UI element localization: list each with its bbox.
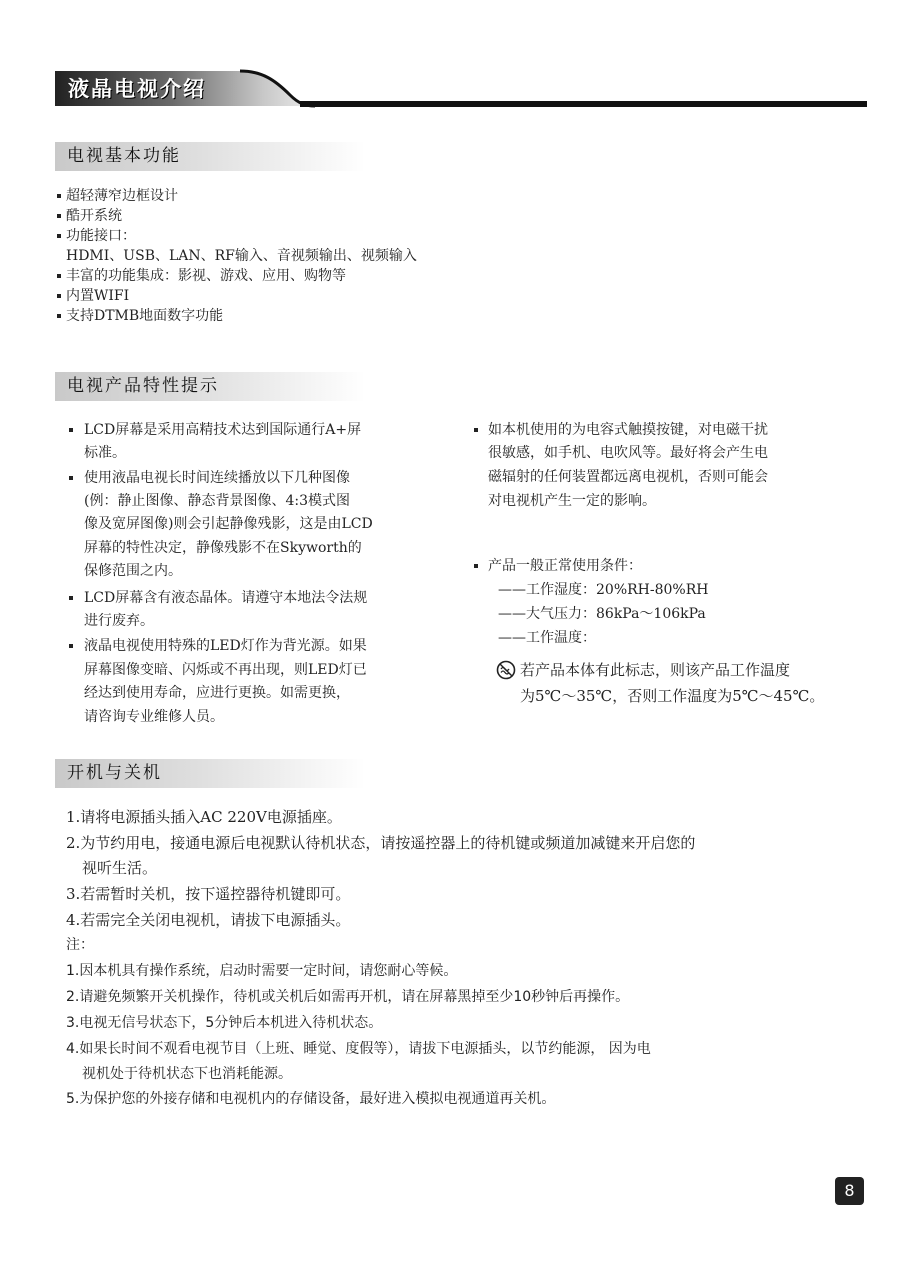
feature-line: 屏幕的特性决定，静像残影不在Skyworth的 bbox=[84, 540, 362, 556]
temperature-mark-icon bbox=[496, 660, 516, 680]
condition-line: ——工作湿度：20%RH-80%RH bbox=[498, 582, 709, 598]
section-basic-title: 电视基本功能 bbox=[67, 146, 181, 166]
basic-item: 功能接口： bbox=[66, 228, 136, 244]
section-power-title: 开机与关机 bbox=[67, 763, 162, 783]
feature-line: LCD屏幕含有液态晶体。请遵守本地法令法规 bbox=[84, 590, 368, 606]
basic-item: 内置WIFI bbox=[66, 288, 130, 304]
feature-line: (例：静止图像、静态背景图像、4:3模式图 bbox=[84, 493, 350, 509]
basic-item: HDMI、USB、LAN、RF输入、音视频输出、视频输入 bbox=[66, 248, 417, 264]
note-line: 3.电视无信号状态下，5分钟后本机进入待机状态。 bbox=[66, 1015, 383, 1031]
section-basic-heading bbox=[55, 142, 365, 171]
condition-line: ——工作温度： bbox=[498, 630, 596, 646]
feature-line: 对电视机产生一定的影响。 bbox=[488, 493, 656, 509]
page-title: 液晶电视介绍 bbox=[68, 77, 206, 101]
section-power-heading bbox=[55, 759, 365, 788]
bullet-dot bbox=[57, 234, 61, 238]
power-line: 视听生活。 bbox=[82, 859, 158, 877]
feature-line: 像及宽屏图像)则会引起静像残影，这是由LCD bbox=[84, 516, 373, 532]
bullet-dot bbox=[57, 194, 61, 198]
feature-line: 液晶电视使用特殊的LED灯作为背光源。如果 bbox=[84, 638, 367, 654]
note-line: 视机处于待机状态下也消耗能源。 bbox=[82, 1066, 292, 1082]
feature-line: 如本机使用的为电容式触摸按键，对电磁干扰 bbox=[488, 422, 768, 438]
bullet-dot bbox=[57, 294, 61, 298]
bullet-dot bbox=[69, 596, 73, 600]
bullet-dot bbox=[57, 314, 61, 318]
bullet-dot bbox=[474, 564, 478, 568]
feature-line: 经达到使用寿命，应进行更换。如需更换， bbox=[84, 685, 350, 701]
power-line: 4.若需完全关闭电视机，请拔下电源插头。 bbox=[66, 911, 351, 929]
bullet-dot bbox=[69, 476, 73, 480]
feature-line: 请咨询专业维修人员。 bbox=[84, 709, 224, 725]
bullet-dot bbox=[57, 214, 61, 218]
basic-item: 丰富的功能集成：影视、游戏、应用、购物等 bbox=[66, 268, 346, 284]
bullet-dot bbox=[57, 274, 61, 278]
note-line: 5.为保护您的外接存储和电视机内的存储设备，最好进入模拟电视通道再关机。 bbox=[66, 1091, 556, 1107]
bullet-dot bbox=[69, 644, 73, 648]
feature-line: LCD屏幕是采用高精技术达到国际通行A+屏 bbox=[84, 422, 362, 438]
feature-line: 磁辐射的任何装置都远离电视机，否则可能会 bbox=[488, 469, 768, 485]
temp-note: 若产品本体有此标志，则该产品工作温度 bbox=[520, 661, 791, 679]
feature-line: 很敏感，如手机、电吹风等。最好将会产生电 bbox=[488, 445, 768, 461]
basic-item: 支持DTMB地面数字功能 bbox=[66, 308, 224, 324]
feature-line: 标准。 bbox=[84, 445, 126, 461]
power-line: 3.若需暂时关机，按下遥控器待机键即可。 bbox=[66, 885, 351, 903]
note-label: 注： bbox=[66, 937, 94, 953]
basic-item: 超轻薄窄边框设计 bbox=[66, 188, 178, 204]
note-line: 1.因本机具有操作系统，启动时需要一定时间，请您耐心等候。 bbox=[66, 963, 458, 979]
page-number: 8 bbox=[835, 1177, 864, 1205]
temp-note: 为5℃～35℃，否则工作温度为5℃～45℃。 bbox=[520, 687, 825, 705]
conditions-title: 产品一般正常使用条件： bbox=[488, 558, 642, 574]
feature-line: 保修范围之内。 bbox=[84, 563, 182, 579]
condition-line: ——大气压力：86kPa～106kPa bbox=[498, 606, 706, 622]
bullet-dot bbox=[474, 428, 478, 432]
section-features-title: 电视产品特性提示 bbox=[67, 376, 219, 396]
feature-line: 进行废弃。 bbox=[84, 613, 154, 629]
feature-line: 使用液晶电视长时间连续播放以下几种图像 bbox=[84, 470, 350, 486]
bullet-dot bbox=[69, 428, 73, 432]
note-line: 2.请避免频繁开关机操作，待机或关机后如需再开机，请在屏幕黑掉至少10秒钟后再操作。 bbox=[66, 989, 630, 1005]
power-line: 1.请将电源插头插入AC 220V电源插座。 bbox=[66, 808, 342, 826]
section-features-heading bbox=[55, 372, 365, 401]
note-line: 4.如果长时间不观看电视节目（上班、睡觉、度假等），请拔下电源插头，以节约能源， 因为电 bbox=[66, 1041, 651, 1057]
basic-item: 酷开系统 bbox=[66, 208, 122, 224]
feature-line: 屏幕图像变暗、闪烁或不再出现，则LED灯已 bbox=[84, 662, 367, 678]
power-line: 2.为节约用电，接通电源后电视默认待机状态，请按遥控器上的待机键或频道加减键来开启您的 bbox=[66, 834, 696, 852]
